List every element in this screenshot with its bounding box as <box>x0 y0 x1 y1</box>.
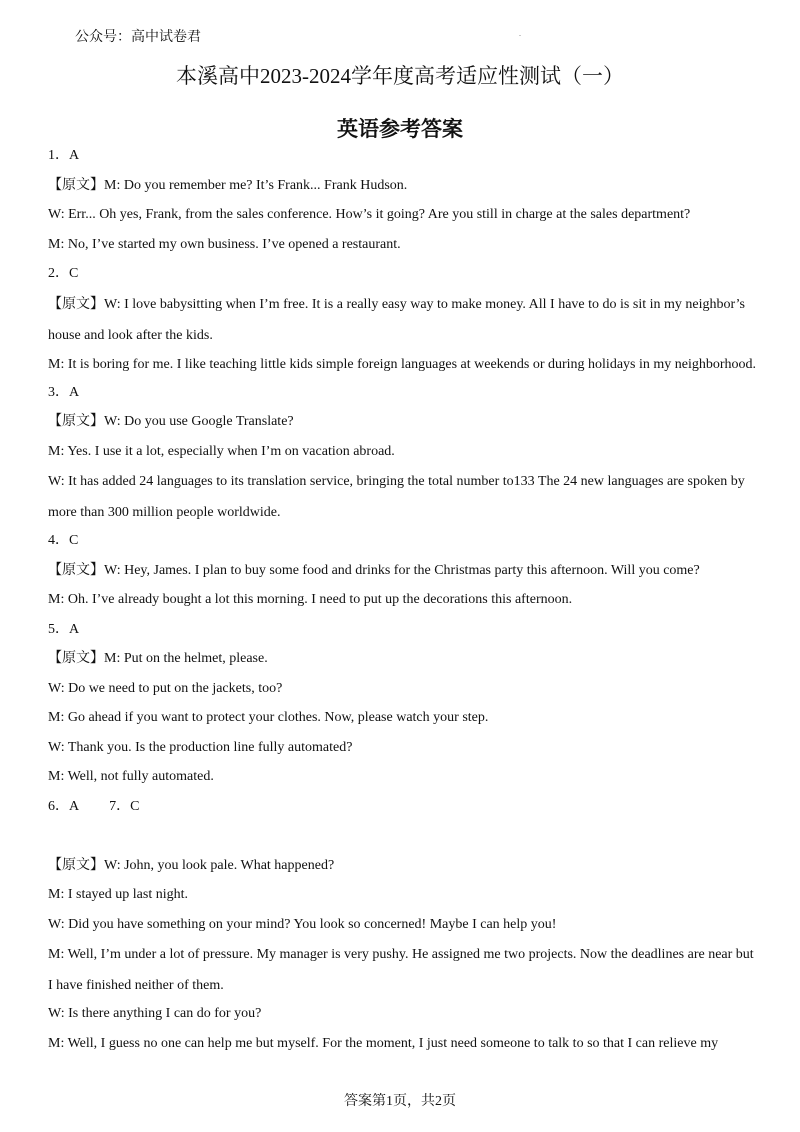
page-title: 本溪高中2023-2024学年度高考适应性测试（一） <box>176 64 624 88</box>
transcript-line: M: Go ahead if you want to protect your clothes. Now, please watch your step. <box>48 710 489 725</box>
transcript-line: W: Thank you. Is the production line fully automated? <box>48 739 353 755</box>
transcript-line: 【原文】W: Hey, James. I plan to buy some food and drinks for the Christmas party this afternoon. Will you come? <box>48 562 700 578</box>
header-note: 公众号：高中试卷君 <box>75 30 201 45</box>
transcript-line: W: It has added 24 languages to its translation service, bringing the total number to133 The 24 new languages are spoken by more than 300 million people worldwide. <box>48 474 745 520</box>
transcript-line: 【原文】W: I love babysitting when I’m free. It is a really easy way to make money. All I have to do is sit in my neighbor’s house and look after the kids. <box>48 296 745 343</box>
answer-line: 3．A <box>48 384 80 400</box>
transcript-line: 【原文】W: Do you use Google Translate? <box>48 414 294 429</box>
transcript-line: M: Well, I guess no one can help me but myself. For the moment, I just need someone to talk to so that I can relieve my <box>48 1035 719 1051</box>
transcript-line: M: Oh. I’ve already bought a lot this morning. I need to put up the decorations this afternoon. <box>48 592 573 607</box>
answer-line: 5．A <box>48 621 80 637</box>
transcript-line: W: Do we need to put on the jackets, too? <box>48 680 283 696</box>
answer-line: 2．C <box>48 266 79 281</box>
blank-line <box>48 826 760 856</box>
transcript-line: M: Well, I’m under a lot of pressure. My manager is very pushy. He assigned me two projects. Now the deadlines are near but I have finished neither of them. <box>48 947 754 993</box>
answer-line: 4．C <box>48 533 79 548</box>
page-subtitle: 英语参考答案 <box>337 117 463 141</box>
transcript-line: W: Err... Oh yes, Frank, from the sales conference. How’s it going? Are you still in charge at the sales department? <box>48 207 691 222</box>
transcript-line: 【原文】M: Do you remember me? It’s Frank... Frank Hudson. <box>48 177 408 193</box>
transcript-line: M: It is boring for me. I like teaching little kids simple foreign languages at weekends or during holidays in my neighborhood. <box>48 356 757 372</box>
transcript-line: M: Yes. I use it a lot, especially when I’m on vacation abroad. <box>48 443 395 459</box>
answer-content <box>48 146 760 1063</box>
page-footer: 答案第1页，共2页 <box>344 1094 456 1109</box>
transcript-line: 【原文】M: Put on the helmet, please. <box>48 651 268 666</box>
header-dot: . <box>519 29 521 38</box>
transcript-line: M: No, I’ve started my own business. I’ve opened a restaurant. <box>48 236 401 252</box>
transcript-line: W: Did you have something on your mind? You look so concerned! Maybe I can help you! <box>48 916 557 932</box>
answer-7: 7．C <box>109 798 140 814</box>
answer-6: 6．A <box>48 798 80 814</box>
transcript-line: W: Is there anything I can do for you? <box>48 1006 262 1021</box>
answer-line: 1．A <box>48 148 80 163</box>
transcript-line: M: Well, not fully automated. <box>48 769 214 784</box>
transcript-line: 【原文】W: John, you look pale. What happened? <box>48 857 335 873</box>
answer-line <box>48 797 760 827</box>
transcript-line: M: I stayed up last night. <box>48 887 188 902</box>
